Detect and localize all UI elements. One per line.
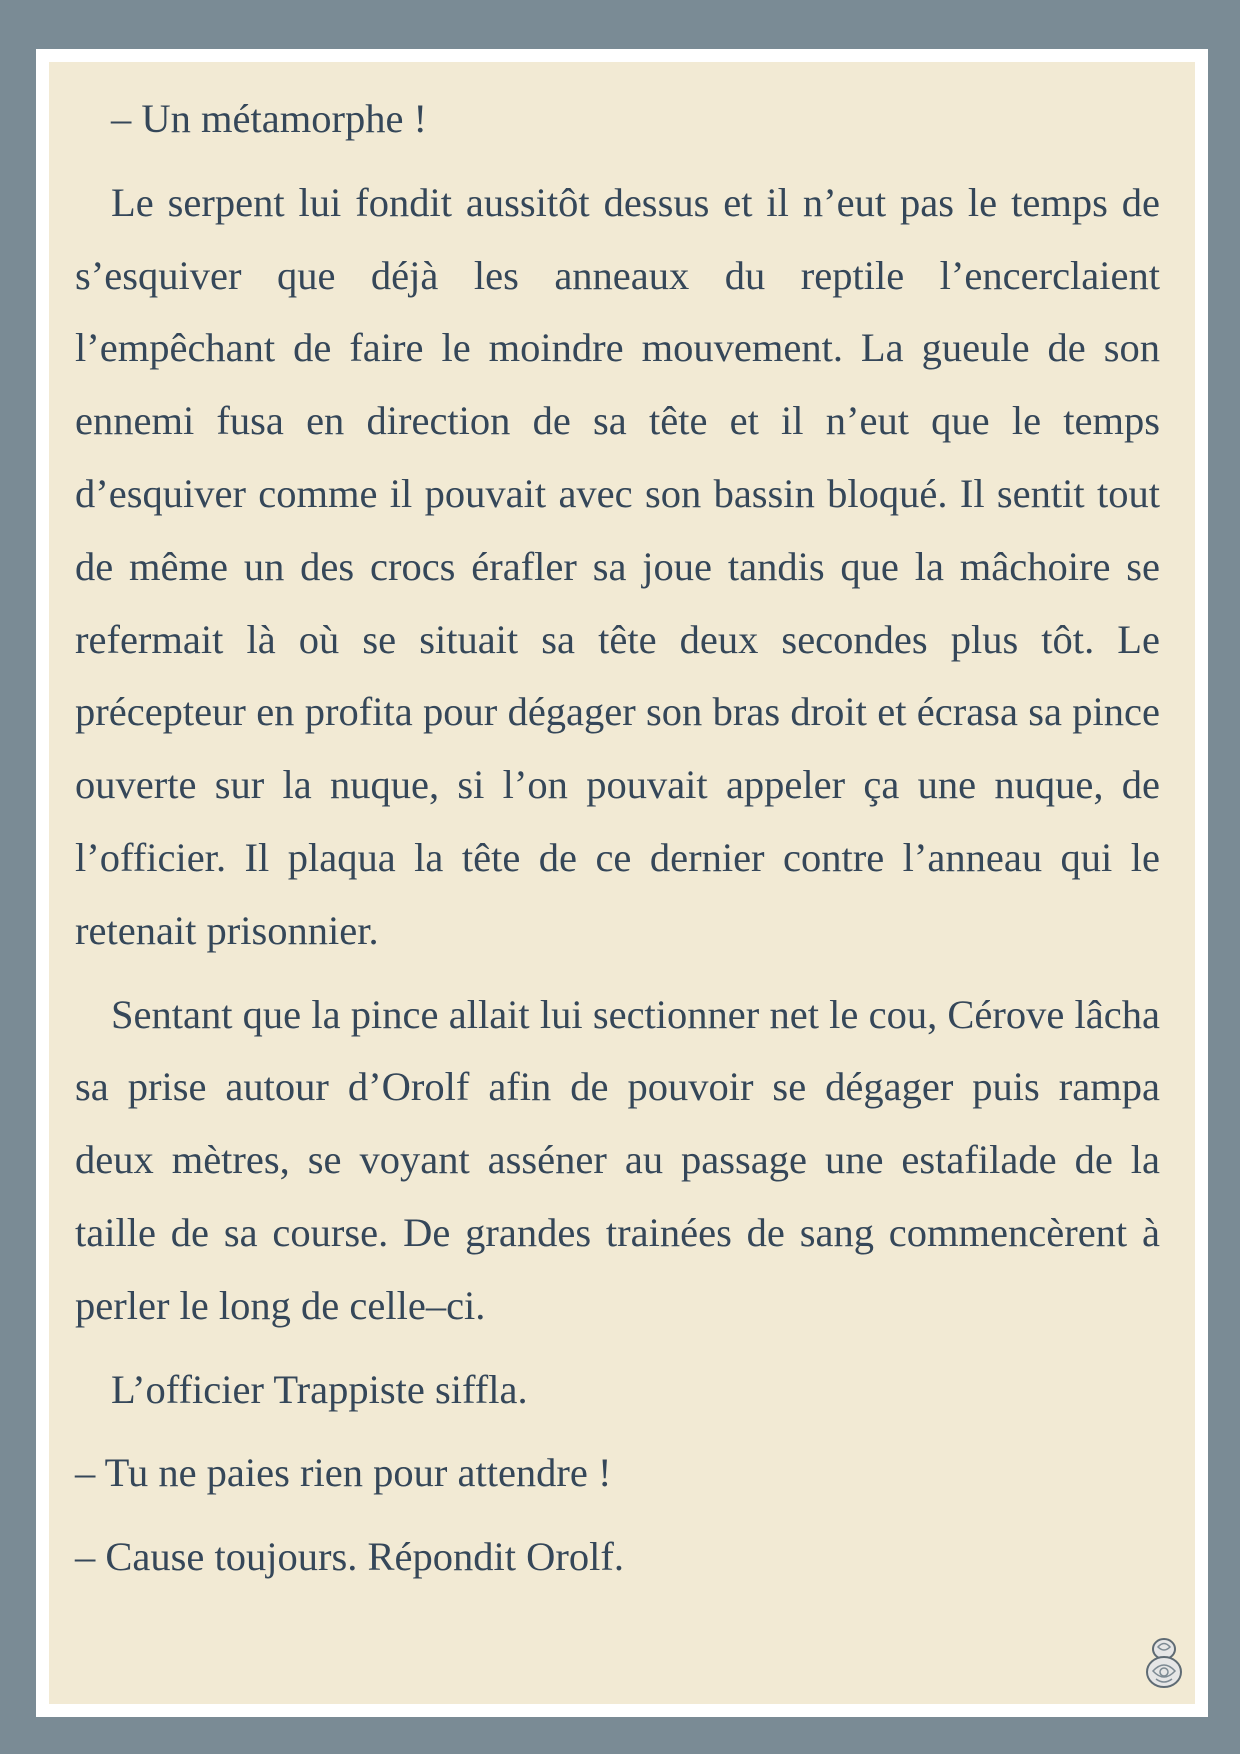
- paragraph: Le serpent lui fondit aussitôt dessus et il n’eut pas le temps de s’esquiver que déjà les anneaux du reptile l’encerclaient l’empêchant de faire le moindre mouvement. La gueule de son ennemi fusa en direction de sa tête et il n’eut que le temps d’esquiver comme il pouvait avec son bassin bloqué. Il sentit tout de même un des crocs érafler sa joue tandis que la mâchoire se refermait là où se situait sa tête deux secondes plus tôt. Le précepteur en profita pour dégager son bras droit et écrasa sa pince ouverte sur la nuque, si l’on pouvait appeler ça une nuque, de l’officier. Il plaqua la tête de ce dernier contre l’anneau qui le retenait prisonnier.: [75, 179, 1160, 953]
- paragraph: – Un métamorphe !: [111, 96, 428, 141]
- paragraph: – Tu ne paies rien pour attendre !: [75, 1450, 612, 1496]
- body-text: [75, 83, 1160, 1605]
- paragraph: Sentant que la pince allait lui sectionner net le cou, Cérove lâcha sa prise autour d’Orolf afin de pouvoir se dégager puis rampa deux mètres, se voyant asséner au passage une estafilade de la taille de sa course. De grandes trainées de sang commencèrent à perler le long de celle–ci.: [75, 991, 1160, 1328]
- paragraph: – Cause toujours. Répondit Orolf.: [75, 1534, 624, 1580]
- ornamental-seal-icon: [1141, 1633, 1187, 1691]
- paragraph: L’officier Trappiste siffla.: [111, 1366, 528, 1412]
